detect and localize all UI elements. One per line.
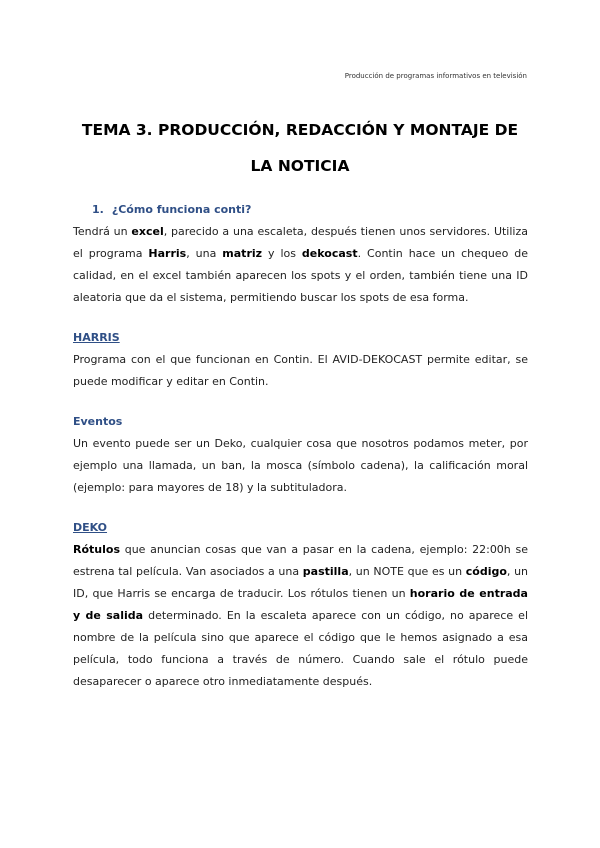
text-run: , un NOTE que es un	[348, 565, 466, 578]
section-1-paragraph	[73, 221, 528, 309]
text-run: y los	[262, 247, 302, 260]
text-run: . Contin hace un chequeo de calidad, en el excel también aparecen los spots y el orden, también tiene una ID aleatoria que da el sistema, permitiendo buscar los spots de esa forma.	[73, 247, 528, 304]
text-run: , una	[186, 247, 223, 260]
eventos-heading: Eventos	[73, 415, 123, 428]
title-line-1: TEMA 3. PRODUCCIÓN, REDACCIÓN Y MONTAJE DE	[81, 121, 519, 139]
bold-term-rotulos: Rótulos	[73, 543, 120, 556]
text-run: determinado. En la escaleta aparece con un código, no aparece el nombre de la película sino que aparece el código que le hemos asignado a esa película, todo funciona a través de número. Cuando sale el rótulo puede desaparecer o aparece otro inmediatamente después.	[73, 609, 528, 688]
section-1-number: 1.	[92, 203, 104, 216]
bold-term-excel: excel	[131, 225, 164, 238]
harris-section	[73, 327, 528, 393]
section-1-body	[73, 221, 528, 309]
text-run: , parecido a una escaleta, después tienen unos servidores. Utiliza el programa	[73, 225, 528, 260]
deko-paragraph	[73, 539, 528, 693]
harris-paragraph: Programa con el que funcionan en Contin. El AVID-DEKOCAST permite editar, se puede modificar y editar en Contin.	[73, 353, 528, 388]
deko-section	[73, 517, 528, 693]
section-1-heading-text: ¿Cómo funciona conti?	[111, 203, 252, 216]
text-run: que anuncian cosas que van a pasar en la cadena, ejemplo: 22:00h se estrena tal película. Van asociados a una	[73, 543, 528, 578]
bold-term-dekocast: dekocast	[301, 247, 358, 260]
bold-term-pastilla: pastilla	[302, 565, 349, 578]
page-title	[60, 112, 540, 184]
title-line-2: LA NOTICIA	[250, 157, 350, 175]
harris-heading: HARRIS	[73, 331, 120, 344]
text-run: Tendrá un	[73, 225, 132, 238]
bold-term-harris: Harris	[148, 247, 187, 260]
eventos-section	[73, 411, 528, 499]
deko-heading: DEKO	[73, 521, 108, 534]
eventos-paragraph: Un evento puede ser un Deko, cualquier cosa que nosotros podamos meter, por ejemplo una llamada, un ban, la mosca (símbolo cadena), la calificación moral (ejemplo: para mayores de 18) y la subtituladora.	[73, 437, 528, 494]
running-header: Producción de programas informativos en televisión	[344, 72, 527, 80]
bold-term-codigo: código	[465, 565, 507, 578]
text-run: , un ID, que Harris se encarga de traducir. Los rótulos tienen un	[73, 565, 529, 600]
bold-term-horario: horario de entrada y de salida	[73, 587, 528, 622]
section-1-heading	[92, 199, 251, 221]
bold-term-matriz: matriz	[222, 247, 263, 260]
